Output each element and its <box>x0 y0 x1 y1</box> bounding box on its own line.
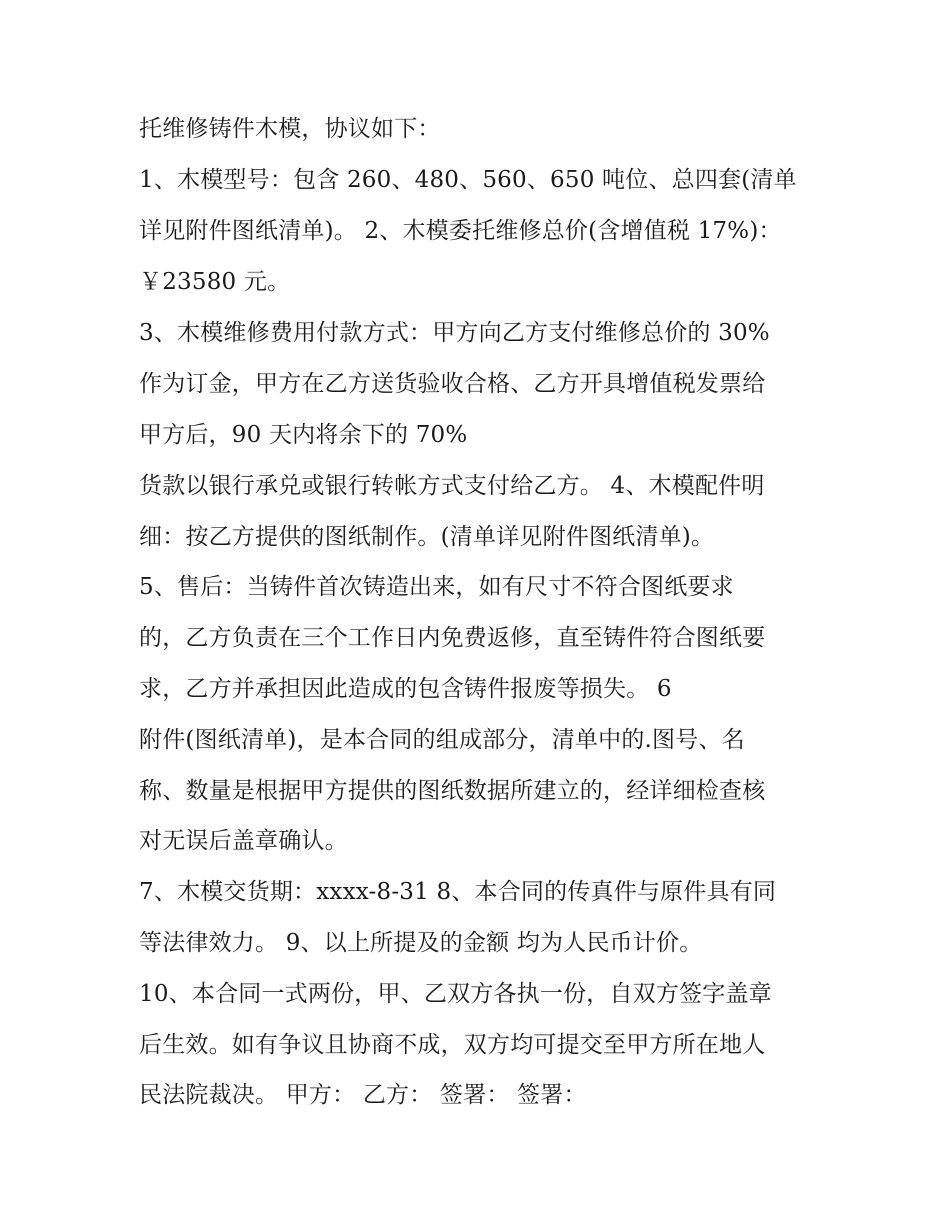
text-line: 货款以银行承兑或银行转帐方式支付给乙方。 4、木模配件明 <box>139 473 765 499</box>
text-line: 10、本合同一式两份，甲、乙双方各执一份，自双方签字盖章 <box>139 981 772 1007</box>
text-line: 后生效。如有争议且协商不成，双方均可提交至甲方所在地人 <box>139 1032 766 1058</box>
text-line: 细：按乙方提供的图纸制作。(清单详见附件图纸清单)。 <box>139 524 715 550</box>
text-line: 详见附件图纸清单)。 2、木模委托维修总价(含增值税 17%)： <box>139 218 782 244</box>
text-line: 的，乙方负责在三个工作日内免费返修，直至铸件符合图纸要 <box>139 625 766 651</box>
text-line: 甲方后，90 天内将余下的 70% <box>139 422 468 448</box>
text-line: 托维修铸件木模，协议如下： <box>139 116 441 142</box>
text-line: 对无误后盖章确认。 <box>139 828 348 854</box>
text-line: 1、木模型号：包含 260、480、560、650 吨位、总四套(清单 <box>139 167 797 193</box>
text-line: ￥23580 元。 <box>139 269 291 295</box>
text-line: 5、售后：当铸件首次铸造出来，如有尺寸不符合图纸要求 <box>139 574 734 600</box>
text-line: 附件(图纸清单)，是本合同的组成部分，清单中的.图号、名 <box>139 727 745 753</box>
text-line: 作为订金，甲方在乙方送货验收合格、乙方开具增值税发票给 <box>139 371 766 397</box>
text-line: 等法律效力。 9、以上所提及的金额 均为人民币计价。 <box>139 930 703 956</box>
text-line: 求，乙方并承担因此造成的包含铸件报废等损失。 6 <box>139 676 672 702</box>
text-line: 7、木模交货期：xxxx-8-31 8、本合同的传真件与原件具有同 <box>139 879 777 905</box>
text-line: 3、木模维修费用付款方式：甲方向乙方支付维修总价的 30% <box>139 320 770 346</box>
text-line: 民法院裁决。 甲方： 乙方： 签署： 签署： <box>139 1082 587 1108</box>
text-line: 称、数量是根据甲方提供的图纸数据所建立的，经详细检查核 <box>139 778 766 804</box>
